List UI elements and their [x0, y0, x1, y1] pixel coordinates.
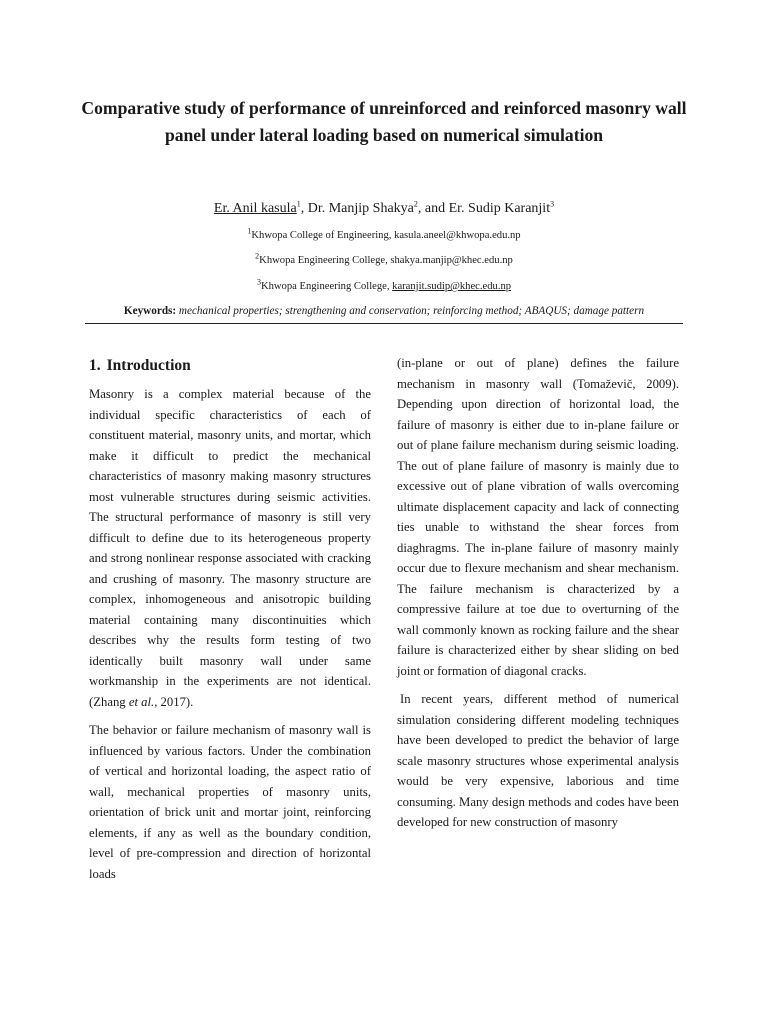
intro-paragraph-4: In recent years, different method of numerical simulation considering different modeling techniques have been developed to predict the behavior of large scale masonry structures whose experimental analysis would be very expensive, laborious and time consuming. Many design methods and codes have been developed for new construction of masonry [397, 692, 679, 829]
affiliation-institution-1: Khwopa College of Engineering, [251, 230, 395, 241]
section-number: 1. [89, 357, 101, 374]
affiliation-email-2: shakya.manjip@khec.edu.np [390, 255, 513, 266]
author-sup-2: 2 [413, 199, 418, 209]
affiliation-3 [60, 277, 708, 294]
intro-paragraph-1 [89, 384, 371, 712]
author-name-1[interactable]: Er. Anil kasula [213, 201, 297, 216]
intro-paragraph-1-main: Masonry is a complex material because of the individual specific characteristics of each of constituent material, masonry units, and mortar, which make it difficult to predict the mechanical characteristics of masonry making masonry structures most vulnerable structures during seismic activities. The structural performance of masonry is still very difficult to define due to its heterogeneous property and strong nonlinear response associated with cracking and crushing of masonry. The masonry structure are complex, inhomogeneous and anisotropic building material containing many discontinuities which describes why the results form testing of two identically built masonry wall under same workmanship in the experiments are not identical. (Zhang [89, 387, 371, 709]
section-title: Introduction [106, 357, 191, 374]
intro-paragraph-1-tail: , 2017). [154, 694, 194, 709]
keywords-divider [85, 323, 683, 324]
author-separator-1: , [300, 201, 308, 216]
affiliation-sup-1: 1 [247, 226, 252, 236]
author-name-2: Dr. Manjip Shakya [307, 201, 414, 216]
keywords-line [87, 304, 681, 318]
keywords-list: mechanical properties; strengthening and conservation; reinforcing method; ABAQUS; damage pattern [178, 305, 645, 317]
intro-paragraph-2: The behavior or failure mechanism of masonry wall is influenced by various factors. Under the combination of vertical and horizontal loading, the aspect ratio of wall, mechanical properties of masonry units, orientation of brick unit and mortar joint, reinforcing elements, if any as well as the boundary condition, level of pre-compression and direction of horizontal loads [89, 723, 371, 881]
right-column [397, 353, 679, 841]
author-name-3: Er. Sudip Karanjit [448, 201, 551, 216]
affiliation-institution-2: Khwopa Engineering College, [259, 255, 391, 266]
intro-paragraph-3: (in-plane or out of plane) defines the failure mechanism in masonry wall (Tomaževič, 2009). Depending upon direction of horizontal load, the failure of masonry is either due to in-plane failure or out of plane failure mechanism during seismic loading. The out of plane failure of masonry is mainly due to excessive out of plane vibration of walls overcoming ultimate displacement capacity and lack of connecting ties unable to withstand the shear forces from diaghragms. The in-plane failure of masonry mainly occur due to flexure mechanism and shear mechanism. The failure mechanism is characterized by a compressive failure at toe due to overturning of the wall commonly known as rocking failure and the shear failure is characterized either by shear sliding on bed joint or formation of diagonal cracks. [397, 356, 679, 678]
author-sup-1: 1 [296, 199, 301, 209]
affiliation-2 [60, 251, 708, 268]
affiliation-sup-2: 2 [255, 251, 260, 261]
author-separator-2: , and [417, 201, 449, 216]
author-line [60, 199, 708, 219]
affiliation-email-1: kasula.aneel@khwopa.edu.np [394, 230, 521, 241]
affiliation-institution-3: Khwopa Engineering College, [260, 281, 393, 292]
left-column [89, 350, 371, 892]
paper-title: Comparative study of performance of unreinforced and reinforced masonry wall panel under lateral loading based on numerical simulation [81, 98, 687, 145]
intro-paragraph-1-etal: et al. [128, 694, 155, 709]
affiliation-sup-3: 3 [256, 277, 261, 287]
keywords-label: Keywords: [123, 305, 177, 317]
affiliation-email-3-link[interactable]: karanjit.sudip@khec.edu.np [392, 281, 512, 292]
affiliation-1 [60, 226, 708, 243]
section-heading-introduction [89, 356, 371, 376]
author-sup-3: 3 [550, 199, 555, 209]
